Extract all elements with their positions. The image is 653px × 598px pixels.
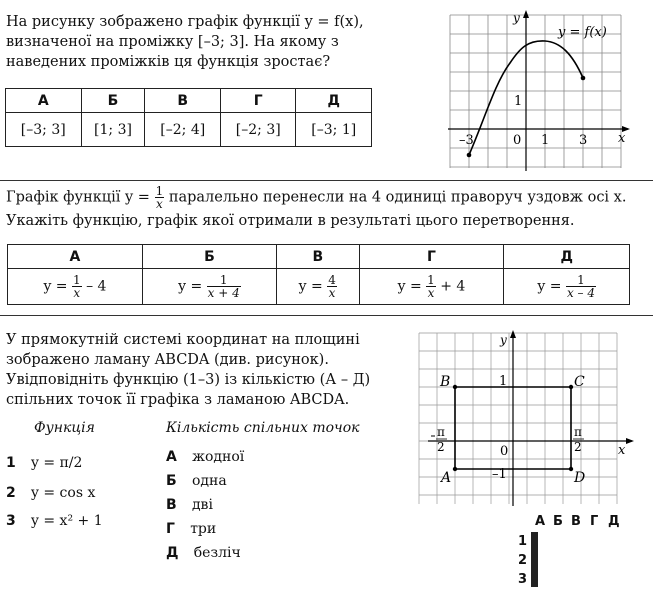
- answer-grid-cells: [531, 532, 538, 587]
- x-axis-label: x: [618, 131, 626, 146]
- origin-label: 0: [513, 133, 522, 148]
- answer-header: Г: [359, 245, 504, 269]
- answer-header: Б: [142, 245, 276, 269]
- question-2-line-2: Укажіть функцію, графік якої отримали в результаті цього перетворення.: [6, 213, 575, 229]
- question-2-line-1: [6, 185, 651, 210]
- grid-cell[interactable]: [537, 551, 538, 569]
- answer-option: [–3; 3]: [6, 113, 82, 147]
- label-b: B: [440, 374, 451, 390]
- answer-option: y = $\frac{1}{x}$ – 4: [8, 269, 143, 305]
- polyline-graph-q3: [414, 328, 639, 508]
- column-header-count: Кількість спільних точок: [166, 420, 360, 436]
- svg-text:π: π: [574, 425, 582, 439]
- svg-text:π: π: [437, 425, 445, 439]
- tick-label: –3: [459, 133, 474, 148]
- count-item: В дві: [166, 497, 213, 513]
- question-2-text: [6, 185, 651, 232]
- tick-label: 3: [579, 133, 588, 148]
- tick-label: 1: [541, 133, 550, 148]
- y-axis-label: y: [500, 333, 507, 347]
- grid-col-header: Г: [590, 514, 599, 529]
- curve-start-point: [467, 153, 472, 158]
- line-text: Графік функції y =: [6, 189, 150, 206]
- line-text: паралельно перенесли на 4 одиниці праворуч уздовж осі x.: [168, 189, 627, 206]
- answer-header: Г: [220, 89, 296, 113]
- section-divider: [0, 315, 653, 316]
- label-a: A: [441, 470, 452, 486]
- curve-end-point: [581, 76, 586, 81]
- answer-option: [–2; 3]: [220, 113, 296, 147]
- vertex-d: [569, 467, 573, 471]
- label-d: D: [574, 470, 586, 486]
- x-axis-arrow: [626, 438, 634, 444]
- answer-header: В: [145, 89, 221, 113]
- function-label: y = f(x): [558, 25, 607, 40]
- question-2-answer-table: [7, 244, 630, 305]
- grid-row-header: 3: [518, 572, 528, 587]
- answer-option: y = $\frac{1}{x - 4}$: [504, 269, 630, 305]
- origin-label: 0: [500, 444, 509, 459]
- x-axis-label: x: [618, 443, 626, 458]
- column-header-function: Функція: [34, 420, 95, 436]
- grid-col-header: В: [571, 514, 581, 529]
- answer-option: [1; 3]: [81, 113, 145, 147]
- answer-header: В: [276, 245, 359, 269]
- grid-col-header: Б: [553, 514, 563, 529]
- count-item: Б одна: [166, 473, 227, 489]
- grid-row-header: 1: [518, 534, 528, 549]
- function-graph-q1: [440, 8, 640, 173]
- tick-label-minus-1: –1: [492, 467, 507, 482]
- answer-option: [–3; 1]: [296, 113, 372, 147]
- answer-option: [–2; 4]: [145, 113, 221, 147]
- answer-header: Б: [81, 89, 145, 113]
- grid-cell[interactable]: [537, 533, 538, 551]
- count-item: Г три: [166, 521, 217, 537]
- label-c: C: [574, 374, 585, 390]
- vertex-a: [453, 467, 457, 471]
- function-item: 3 y = x² + 1: [6, 513, 103, 529]
- vertex-b: [453, 385, 457, 389]
- count-item: Д безліч: [166, 545, 241, 561]
- tick-neg-pi-half: [431, 425, 447, 454]
- svg-text:2: 2: [574, 440, 582, 454]
- question-3-text: У прямокутній системі координат на площині зображено ламану ABCDA (див. рисунок). Увідповідніть функцію (1–3) із кількістю (А – Д) спільних точок її графіка з ламаною ABCDA.: [6, 332, 371, 408]
- vertex-c: [569, 385, 573, 389]
- section-divider: [0, 180, 653, 181]
- answer-header: Д: [504, 245, 630, 269]
- function-item: 1 y = π/2: [6, 455, 83, 471]
- function-list: [6, 452, 146, 538]
- grid-col-header: А: [535, 514, 546, 529]
- answer-header: А: [6, 89, 82, 113]
- tick-label: 1: [514, 94, 523, 109]
- y-axis-label: y: [513, 11, 520, 25]
- question-1-text: На рисунку зображено графік функції y = f(x), визначеної на проміжку [–3; 3]. На якому з наведених проміжків ця функція зростає?: [6, 14, 364, 70]
- tick-label-1: 1: [499, 374, 508, 389]
- count-item: А жодної: [166, 449, 245, 465]
- grid-col-header: Д: [608, 514, 620, 529]
- y-axis-arrow: [510, 330, 516, 338]
- grid-row-header: 2: [518, 553, 528, 568]
- answer-header: Д: [296, 89, 372, 113]
- svg-text:2: 2: [437, 440, 445, 454]
- function-item: 2 y = cos x: [6, 485, 96, 501]
- answer-header: А: [8, 245, 143, 269]
- answer-option: y = $\frac{4}{x}$: [276, 269, 359, 305]
- answer-option: y = $\frac{1}{x + 4}$: [142, 269, 276, 305]
- tick-pi-half: [573, 425, 584, 454]
- question-1-answer-table: [5, 88, 372, 147]
- grid-cell[interactable]: [537, 569, 538, 587]
- answer-option: y = $\frac{1}{x}$ + 4: [359, 269, 504, 305]
- y-axis-arrow: [523, 10, 529, 18]
- count-list: [166, 446, 366, 566]
- fraction: $\frac{1}{x}$: [155, 184, 164, 211]
